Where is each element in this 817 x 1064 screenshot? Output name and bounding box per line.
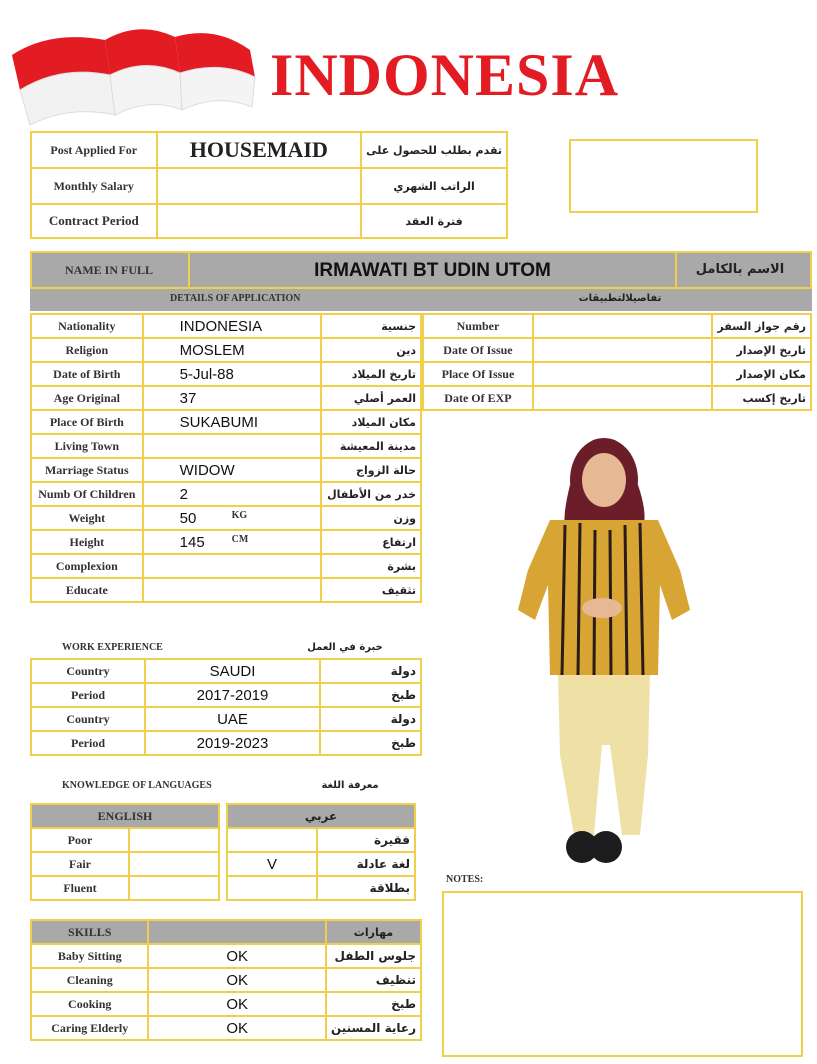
passport-label: Number [423,314,533,338]
passport-ar-label: رقم جواز السفر [712,314,811,338]
english-row [31,876,219,900]
skill-ar-label: جلوس الطفل [326,944,421,968]
field-ar-label: وزن [321,506,421,530]
contract-label: Contract Period [31,204,157,238]
field-value[interactable] [143,410,322,434]
personal-row [31,434,421,458]
passport-value[interactable] [533,314,712,338]
indonesia-flag-graphic [10,15,260,130]
work-ar-label: طبخ [320,731,421,755]
salary-value[interactable] [157,168,362,204]
field-label: Complexion [31,554,143,578]
field-label: Educate [31,578,143,602]
field-value[interactable] [143,554,322,578]
skill-ar-label: طبخ [326,992,421,1016]
skill-label: Cleaning [31,968,148,992]
work-ar-title: خبرة في العمل [307,642,383,653]
work-value[interactable]: UAE [145,707,320,731]
field-ar-label: مكان الميلاد [321,410,421,434]
field-value-text: MOSLEM [179,341,245,359]
field-ar-label: بشرة [321,554,421,578]
field-label: Numb Of Children [31,482,143,506]
field-ar-label: مدينة المعيشة [321,434,421,458]
name-ar-label: الاسم بالكامل [695,262,785,277]
english-level-label: Poor [31,828,129,852]
post-label: Post Applied For [31,132,157,168]
arabic-level-label: بطلاقة [317,876,415,900]
personal-row [31,506,421,530]
personal-row [31,410,421,434]
skills-table [30,919,422,1041]
work-ar-label: طبخ [320,683,421,707]
work-ar-label: دولة [320,707,421,731]
personal-row [31,554,421,578]
english-header: ENGLISH [31,804,219,828]
passport-ar-label: مكان الإصدار [712,362,811,386]
work-value[interactable]: 2019-2023 [145,731,320,755]
personal-row [31,482,421,506]
skill-ar-label: تنظيف [326,968,421,992]
work-row [31,707,421,731]
field-value-text: 5-Jul-88 [179,365,234,383]
work-label: Period [31,683,145,707]
passport-row [423,386,811,410]
arabic-table [226,803,416,901]
personal-row [31,338,421,362]
passport-table [422,313,812,411]
skill-value[interactable]: OK [148,1016,325,1040]
skills-title: SKILLS [31,920,148,944]
field-value-text: INDONESIA [179,317,263,335]
work-row [31,683,421,707]
english-level-label: Fair [31,852,129,876]
details-ar-title: تفاصيلالتطبيقات [578,293,662,304]
personal-table [30,313,422,603]
skill-row [31,944,421,968]
english-table [30,803,220,901]
name-value[interactable]: IRMAWATI BT UDIN UTOM [314,260,551,281]
work-row [31,659,421,683]
field-value-text: 37 [179,389,197,407]
personal-row [31,314,421,338]
name-label: NAME IN FULL [64,263,153,277]
skill-row [31,992,421,1016]
skill-row [31,968,421,992]
details-title: DETAILS OF APPLICATION [170,293,301,304]
arabic-level-label: لغة عادلة [317,852,415,876]
passport-row [423,314,811,338]
work-label: Period [31,731,145,755]
notes-label: NOTES: [446,874,484,885]
languages-ar-title: معرفة اللغة [321,780,379,791]
work-value[interactable]: 2017-2019 [145,683,320,707]
details-bar [30,289,812,311]
arabic-row [227,852,415,876]
personal-row [31,530,421,554]
passport-value[interactable] [533,362,712,386]
field-value[interactable] [143,530,322,554]
field-value-text: WIDOW [179,461,235,479]
post-ar-label: تقدم بطلب للحصول على [361,132,507,168]
field-value-text: 145 [179,533,205,551]
field-label: Marriage Status [31,458,143,482]
post-value[interactable]: HOUSEMAID [157,132,362,168]
passport-label: Date Of EXP [423,386,533,410]
notes-box[interactable] [442,891,803,1057]
work-value[interactable]: SAUDI [145,659,320,683]
field-value[interactable] [143,386,322,410]
contract-value[interactable] [157,204,362,238]
field-value[interactable] [143,362,322,386]
field-label: Age Original [31,386,143,410]
field-value[interactable] [143,482,322,506]
field-label: Living Town [31,434,143,458]
salary-ar-label: الراتب الشهري [361,168,507,204]
field-value[interactable] [143,458,322,482]
passport-ar-label: تاريخ الإصدار [712,338,811,362]
skill-value[interactable]: OK [148,968,325,992]
english-level-value[interactable] [129,828,219,852]
field-unit: CM [231,534,249,545]
passport-label: Date Of Issue [423,338,533,362]
passport-label: Place Of Issue [423,362,533,386]
passport-row [423,338,811,362]
field-value[interactable] [143,506,322,530]
field-value[interactable] [143,314,322,338]
field-ar-label: جنسية [321,314,421,338]
passport-photo-box [569,139,758,213]
work-label: Country [31,707,145,731]
personal-row [31,578,421,602]
field-ar-label: خدر من الأطفال [321,482,421,506]
skill-label: Baby Sitting [31,944,148,968]
field-label: Religion [31,338,143,362]
skill-label: Cooking [31,992,148,1016]
field-value[interactable] [143,578,322,602]
personal-row [31,386,421,410]
passport-ar-label: تاريخ إكسب [712,386,811,410]
work-table [30,658,422,756]
field-ar-label: تثقيف [321,578,421,602]
english-row [31,828,219,852]
field-value[interactable] [143,338,322,362]
skill-ar-label: رعاية المسنين [326,1016,421,1040]
arabic-row [227,828,415,852]
field-ar-label: العمر أصلي [321,386,421,410]
arabic-header: عربي [227,804,415,828]
passport-value[interactable] [533,386,712,410]
english-level-value[interactable] [129,876,219,900]
field-ar-label: ارتفاع [321,530,421,554]
contract-ar-label: فترة العقد [361,204,507,238]
skill-label: Caring Elderly [31,1016,148,1040]
skills-ar-title: مهارات [326,920,421,944]
english-level-value[interactable] [129,852,219,876]
field-value-text: SUKABUMI [179,413,258,431]
arabic-level-value[interactable] [227,828,317,852]
arabic-row [227,876,415,900]
country-title: INDONESIA [270,42,620,108]
skill-row [31,1016,421,1040]
applicant-photo [510,425,710,870]
work-row [31,731,421,755]
field-ar-label: حالة الزواج [321,458,421,482]
arabic-level-value[interactable]: V [227,852,317,876]
name-divider-right [675,251,677,289]
field-label: Nationality [31,314,143,338]
personal-row [31,458,421,482]
field-label: Height [31,530,143,554]
field-label: Date of Birth [31,362,143,386]
personal-row [31,362,421,386]
passport-value[interactable] [533,338,712,362]
salary-label: Monthly Salary [31,168,157,204]
work-label: Country [31,659,145,683]
english-level-label: Fluent [31,876,129,900]
field-ar-label: تاريخ الميلاد [321,362,421,386]
field-label: Place Of Birth [31,410,143,434]
english-row [31,852,219,876]
field-ar-label: دين [321,338,421,362]
skill-value[interactable]: OK [148,944,325,968]
field-label: Weight [31,506,143,530]
field-value[interactable] [143,434,322,458]
passport-row [423,362,811,386]
field-value-text: 2 [179,485,188,503]
arabic-level-value[interactable] [227,876,317,900]
post-table [30,131,508,239]
work-title: WORK EXPERIENCE [62,642,163,653]
arabic-level-label: فقيرة [317,828,415,852]
skill-value[interactable]: OK [148,992,325,1016]
work-ar-label: دولة [320,659,421,683]
field-unit: KG [231,510,248,521]
languages-title: KNOWLEDGE OF LANGUAGES [62,780,212,791]
field-value-text: 50 [179,509,197,527]
